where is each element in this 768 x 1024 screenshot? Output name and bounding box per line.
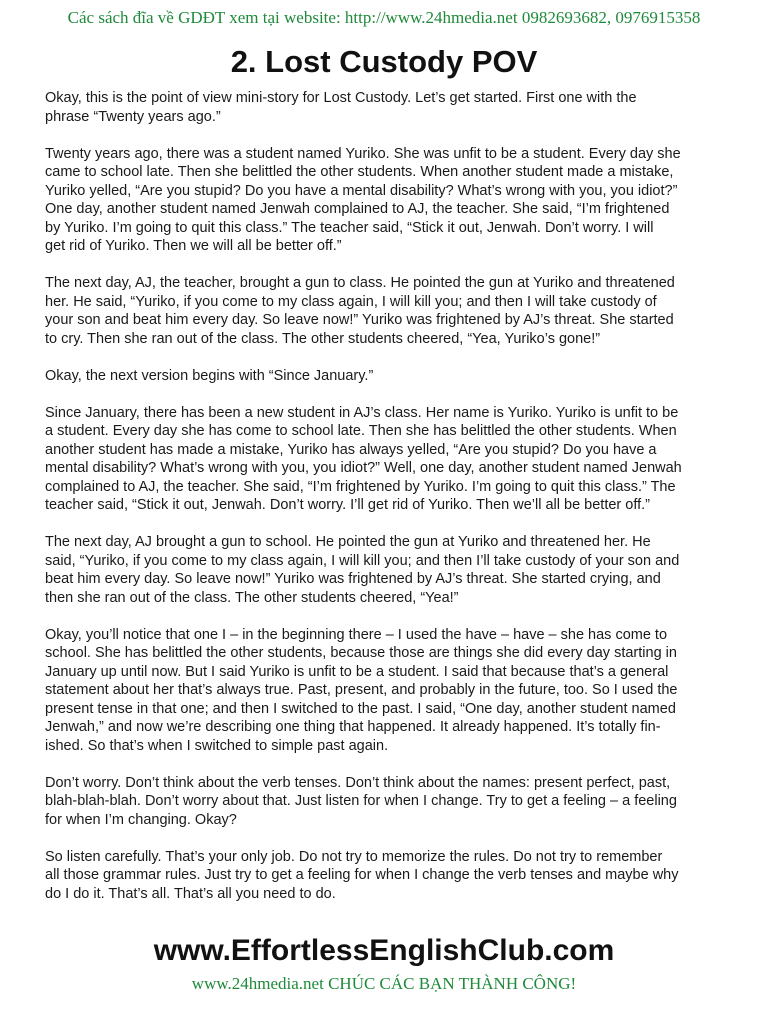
paragraph: Okay, you’ll notice that one I – in the beginning there – I used the have – have – she has come to school. She has belittled the other students, because those are things she did every day starting in January up until now. But I said Yuriko is unfit to be a student. I said that because that’s a general statement about her that’s always true. Past, present, and probably in the future, too. So I used the present tense in that one; and then I switched to the past. I said, “One day, another student named Jenwah,” and now we’re describing one thing that happened. It already happened. It’s totally fin- ished. So that’s when I switched to simple past again. — [45, 626, 678, 754]
document-body — [45, 89, 725, 922]
paragraph: Since January, there has been a new student in AJ’s class. Her name is Yuriko. Yuriko is unfit to be a student. Every day she has come to school late. Then she has belittled the other students. When another student has made a mistake, Yuriko has always yelled, “Are you stupid? Do you have a mental disability? What’s wrong with you, you idiot?” Well, one day, another student named Jenwah complained to AJ, the teacher. She said, “I’m frightened by Yuriko. I’m going to quit this class.” The teacher said, “Stick it out, Jenwah. Don’t worry. I’ll get rid of Yuriko. Then we’ll all be better off.” — [45, 404, 682, 513]
footer-website: www.EffortlessEnglishClub.com — [153, 934, 615, 967]
paragraph: Don’t worry. Don’t think about the verb tenses. Don’t think about the names: present perfect, past, blah-blah-blah. Don’t worry about that. Just listen for when I change. Try to get a feeling – a feeling for when I’m changing. Okay? — [45, 774, 677, 828]
paragraph: The next day, AJ brought a gun to school. He pointed the gun at Yuriko and threatened her. He said, “Yuriko, if you come to my class again, I will kill you; and then I’ll take custody of your son and beat him every day. So leave now!” Yuriko was frightened by AJ’s threat. She started crying, and then she ran out of the class. The other students cheered, “Yea!” — [45, 534, 680, 606]
page-title: 2. Lost Custody POV — [230, 44, 538, 79]
footer-banner: www.24hmedia.net CHÚC CÁC BẠN THÀNH CÔNG! — [191, 974, 577, 993]
paragraph: Okay, the next version begins with “Since January.” — [45, 367, 374, 384]
paragraph: The next day, AJ, the teacher, brought a gun to class. He pointed the gun at Yuriko and threatened her. He said, “Yuriko, if you come to my class again, I will kill you; and then I will take custody of your son and beat him every day. So leave now!” Yuriko was frightened by AJ’s threat. She started to cry. Then she ran out of the class. The other students cheered, “Yea, Yuriko’s gone!” — [45, 275, 675, 347]
paragraph: So listen carefully. That’s your only job. Do not try to memorize the rules. Do not try to remember all those grammar rules. Just try to get a feeling for when I change the verb tenses and maybe why do I do it. That’s all. That’s all you need to do. — [45, 848, 679, 902]
paragraph: Twenty years ago, there was a student named Yuriko. She was unfit to be a student. Every day she came to school late. Then she belittled the other students. When another student made a mistake, Yuriko yelled, “Are you stupid? Do you have a mental disability? What’s wrong with you, you idiot?” One day, another student named Jenwah complained to AJ, the teacher. She said, “I’m frightened by Yuriko. I’m going to quit this class.” The teacher said, “Stick it out, Jenwah. Don’t worry. I will get rid of Yuriko. Then we will all be better off.” — [45, 145, 681, 254]
paragraph: Okay, this is the point of view mini-story for Lost Custody. Let’s get started. First one with the phrase “Twenty years ago.” — [45, 90, 637, 125]
top-banner: Các sách đĩa về GDĐT xem tại website: http://www.24hmedia.net 0982693682, 0976915358 — [67, 8, 701, 27]
